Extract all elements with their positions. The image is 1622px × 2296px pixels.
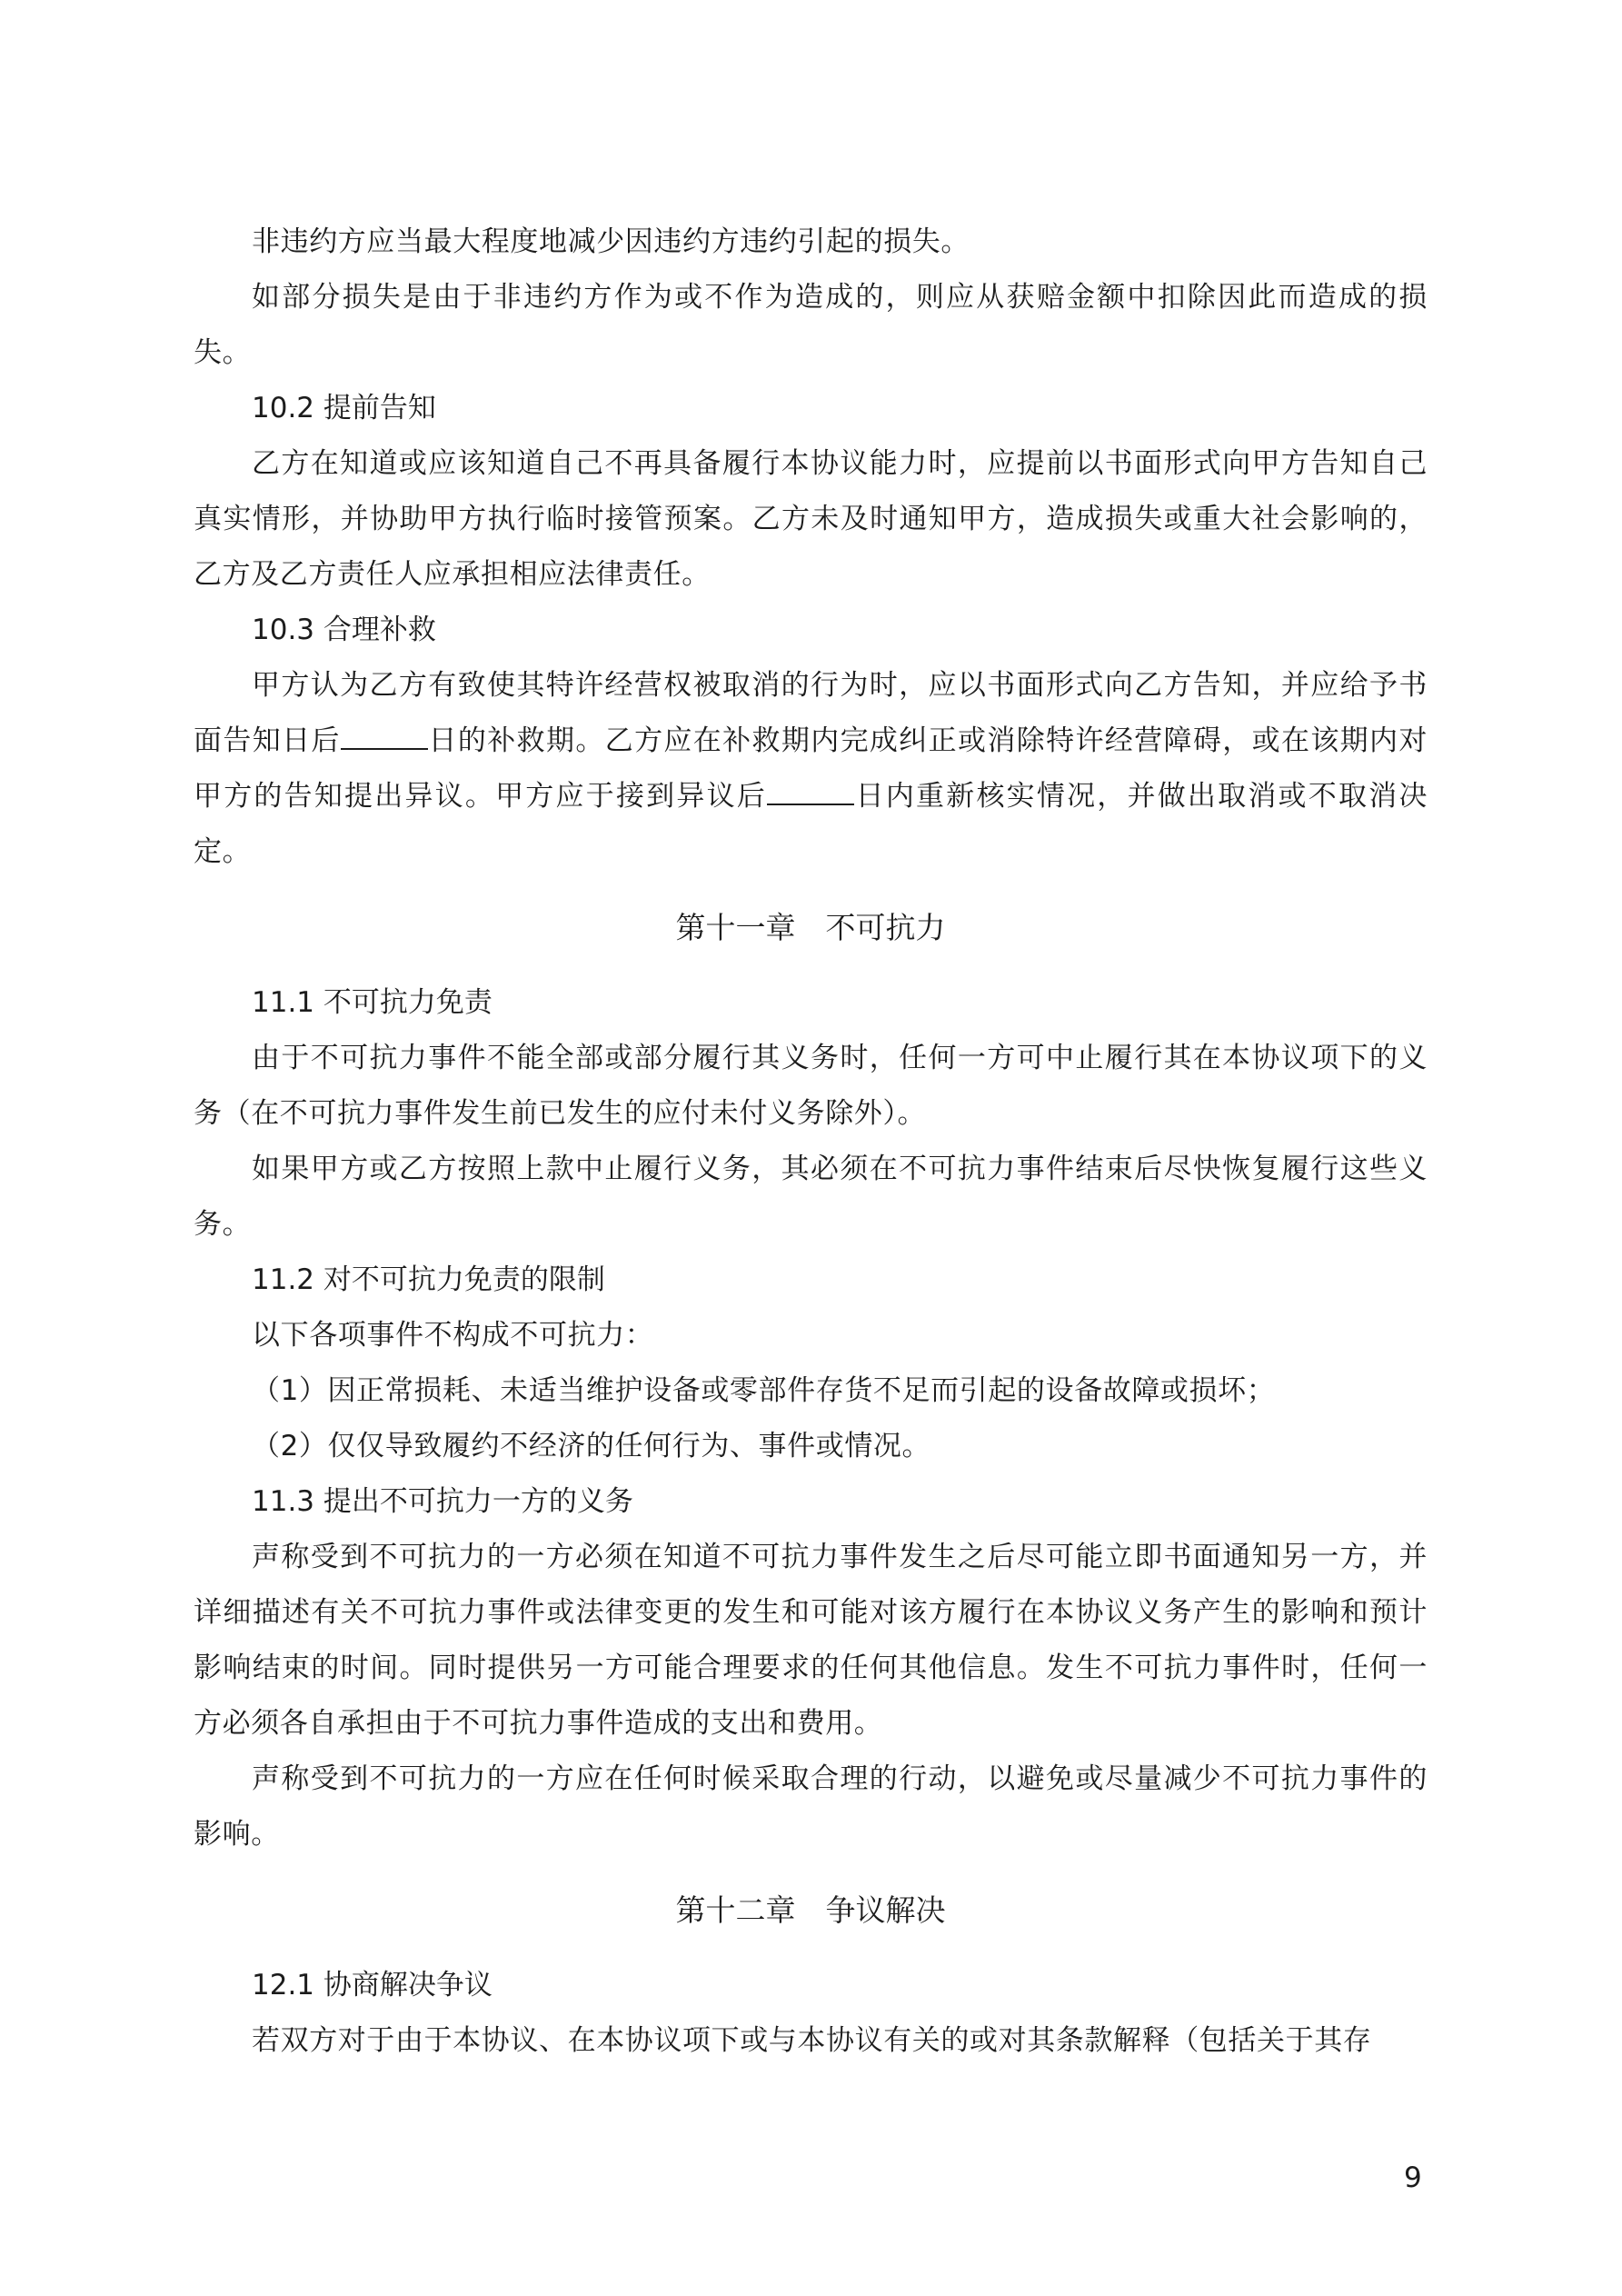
paragraph-force-majeure-exemption: 由于不可抗力事件不能全部或部分履行其义务时，任何一方可中止履行其在本协议项下的义务（在不可抗力事件发生前已发生的应付未付义务除外）。 (194, 1042, 1428, 1130)
paragraph-mitigate-loss: 非违约方应当最大程度地减少因违约方违约引起的损失。 (252, 225, 970, 258)
chapter-title-12: 第十二章 争议解决 (675, 1892, 946, 1928)
remedy-text-part-1: 甲方认为乙方有致使其特许经营权被取消的行为时，应以书面形式向乙方告知，并应给予书面告知日后 (194, 669, 1428, 757)
list-item-exclusion-1: （1）因正常损耗、未适当维护设备或零部件存货不足而引起的设备故障或损坏； (252, 1374, 1276, 1407)
chapter-title-11: 第十一章 不可抗力 (675, 910, 946, 945)
remedy-text-part-3: 日内重新核实情况，并做出取消或不取消决定。 (194, 780, 1428, 868)
page-number: 9 (1404, 2161, 1422, 2194)
paragraph-remedy (194, 658, 1428, 880)
paragraph-reasonable-action: 声称受到不可抗力的一方应在任何时候采取合理的行动，以避免或尽量减少不可抗力事件的影响。 (194, 1762, 1428, 1851)
paragraph-negotiation: 若双方对于由于本协议、在本协议项下或与本协议有关的或对其条款解释（包括关于其存 (252, 2024, 1372, 2057)
blank-days-field-2 (767, 780, 854, 805)
section-heading-10-3: 10.3 合理补救 (252, 614, 436, 646)
section-heading-11-1: 11.1 不可抗力免责 (252, 986, 493, 1019)
paragraph-partial-loss: 如部分损失是由于非违约方作为或不作为造成的，则应从获赔金额中扣除因此而造成的损失。 (194, 281, 1428, 369)
list-item-exclusion-2: （2）仅仅导致履约不经济的任何行为、事件或情况。 (252, 1430, 931, 1462)
paragraph-resume-obligations: 如果甲方或乙方按照上款中止履行义务，其必须在不可抗力事件结束后尽快恢复履行这些义务。 (194, 1153, 1428, 1241)
paragraph-advance-notice: 乙方在知道或应该知道自己不再具备履行本协议能力时，应提前以书面形式向甲方告知自己真实情形，并协助甲方执行临时接管预案。乙方未及时通知甲方，造成损失或重大社会影响的，乙方及乙方责任人应承担相应法律责任。 (194, 447, 1428, 591)
section-heading-12-1: 12.1 协商解决争议 (252, 1969, 493, 2002)
paragraph-notification-duty: 声称受到不可抗力的一方必须在知道不可抗力事件发生之后尽可能立即书面通知另一方，并详细描述有关不可抗力事件或法律变更的发生和可能对该方履行在本协议义务产生的影响和预计影响结束的时间。同时提供另一方可能合理要求的任何其他信息。发生不可抗力事件时，任何一方必须各自承担由于不可抗力事件造成的支出和费用。 (194, 1541, 1428, 1740)
section-heading-11-3: 11.3 提出不可抗力一方的义务 (252, 1485, 633, 1518)
remedy-text-part-2: 日的补救期。乙方应在补救期内完成纠正或消除特许经营障碍，或在该期内对甲方的告知提出异议。甲方应于接到异议后 (194, 724, 1428, 813)
section-heading-11-2: 11.2 对不可抗力免责的限制 (252, 1263, 605, 1296)
document-page (194, 215, 1428, 2069)
paragraph-exclusions-intro: 以下各项事件不构成不可抗力： (252, 1319, 654, 1352)
blank-days-field-1 (341, 724, 428, 750)
section-heading-10-2: 10.2 提前告知 (252, 392, 436, 424)
